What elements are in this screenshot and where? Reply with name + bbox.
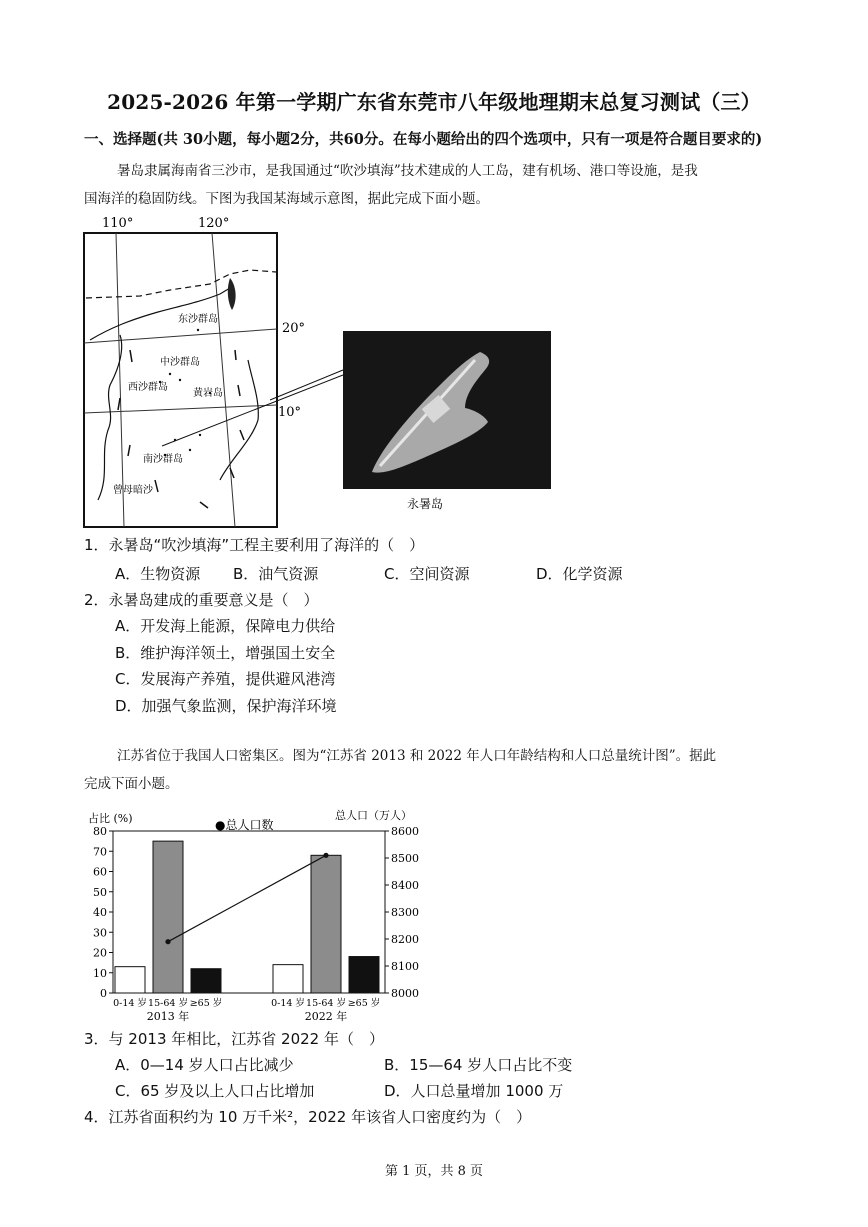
right-tick-label: 8400	[391, 879, 419, 892]
population-chart	[80, 805, 440, 1023]
map-lat-10: 10°	[278, 405, 302, 420]
population-line	[168, 855, 326, 941]
left-tick-label: 30	[93, 926, 107, 940]
map-lon-120: 120°	[198, 216, 230, 231]
chart-left-axis-label: 占比 (%)	[88, 812, 133, 825]
bar-0-0	[115, 967, 145, 993]
bar-0-1	[153, 841, 183, 993]
passage-2-line-1: 江苏省位于我国人口密集区。图为“江苏省 2013 和 2022 年人口年龄结构和人口总量统计图”。据此	[117, 748, 717, 764]
question-3-stem: 3．与 2013 年相比，江苏省 2022 年（ ）	[84, 1030, 384, 1048]
bar-0-2	[191, 969, 221, 993]
label-huangyan: 黄岩岛	[193, 388, 223, 399]
bar-1-1	[311, 855, 341, 993]
population-point	[165, 939, 170, 944]
page-footer: 第 1 页，共 8 页	[384, 1164, 484, 1179]
pointer-line-2	[270, 370, 343, 400]
question-2-option-a: A．开发海上能源，保障电力供给	[115, 617, 336, 635]
label-zengmu: 曾母暗沙	[113, 485, 153, 496]
population-point	[323, 853, 328, 858]
left-tick-label: 80	[93, 825, 107, 838]
left-tick-label: 50	[93, 885, 107, 899]
question-3-option-a: A．0—14 岁人口占比减少	[115, 1056, 294, 1074]
left-tick-label: 40	[93, 906, 107, 919]
left-tick-label: 60	[93, 865, 107, 879]
question-1-option-d: D．化学资源	[536, 565, 623, 583]
sea-area-map	[80, 210, 560, 530]
question-1-option-c: C．空间资源	[384, 565, 470, 583]
page-title: 2025-2026 年第一学期广东省东莞市八年级地理期末总复习测试（三）	[107, 90, 761, 114]
bar-1-0	[273, 965, 303, 993]
category-label: 0-14 岁	[271, 998, 305, 1009]
left-tick-label: 10	[93, 966, 107, 980]
photo-caption: 永暑岛	[406, 497, 444, 511]
question-3-option-c: C．65 岁及以上人口占比增加	[115, 1082, 315, 1100]
question-1-option-b: B．油气资源	[233, 565, 319, 583]
passage-2-line-2: 完成下面小题。	[84, 776, 179, 792]
passage-1-line-2: 国海洋的稳固防线。下图为我国某海域示意图，据此完成下面小题。	[84, 191, 489, 207]
question-2-option-b: B．维护海洋领土，增强国土安全	[115, 644, 336, 662]
question-2-stem: 2．永暑岛建成的重要意义是（ ）	[84, 591, 319, 609]
passage-1	[84, 157, 784, 213]
right-tick-label: 8300	[391, 906, 419, 919]
passage-1-line-1: 暑岛隶属海南省三沙市，是我国通过“吹沙填海”技术建成的人工岛，建有机场、港口等设施，是我	[117, 163, 698, 179]
category-label: ≥65 岁	[347, 998, 381, 1009]
label-dongsha: 东沙群岛	[178, 314, 218, 325]
question-1-option-a: A．生物资源	[115, 565, 201, 583]
right-tick-label: 8500	[391, 852, 419, 865]
question-2-option-d: D．加强气象监测，保护海洋环境	[115, 697, 337, 715]
question-3-option-b: B．15—64 岁人口占比不变	[384, 1056, 573, 1074]
bar-1-2	[349, 957, 379, 993]
category-label: 15-64 岁	[306, 998, 346, 1009]
group-label: 2022 年	[304, 1010, 348, 1023]
right-tick-label: 8600	[391, 825, 419, 838]
category-label: 0-14 岁	[113, 998, 147, 1009]
left-tick-label: 70	[93, 845, 107, 859]
right-tick-label: 8100	[391, 960, 419, 973]
right-tick-label: 8000	[391, 987, 419, 1000]
left-tick-label: 0	[100, 987, 107, 1000]
question-2-option-c: C．发展海产养殖，提供避风港湾	[115, 670, 336, 688]
right-tick-label: 8200	[391, 933, 419, 946]
question-3-option-d: D．人口总量增加 1000 万	[384, 1082, 564, 1100]
map-lon-110: 110°	[102, 216, 134, 231]
label-xisha: 西沙群岛	[128, 382, 168, 393]
left-tick-label: 20	[93, 946, 107, 960]
category-label: 15-64 岁	[148, 998, 188, 1009]
passage-2	[84, 742, 784, 798]
chart-right-axis-label: 总人口（万人）	[335, 809, 412, 822]
question-4-stem: 4．江苏省面积约为 10 万千米²，2022 年该省人口密度约为（ ）	[84, 1108, 532, 1126]
label-zhongsha: 中沙群岛	[160, 357, 200, 368]
map-lat-20: 20°	[282, 321, 306, 336]
label-nansha: 南沙群岛	[143, 454, 183, 465]
section-heading: 一、选择题(共 30小题，每小题2分，共60分。在每小题给出的四个选项中，只有一项是符合题目要求的)	[84, 131, 763, 148]
question-1-stem: 1．永暑岛“吹沙填海”工程主要利用了海洋的（ ）	[84, 536, 425, 554]
chart-legend: ●总人口数	[215, 818, 274, 832]
category-label: ≥65 岁	[189, 998, 223, 1009]
group-label: 2013 年	[146, 1010, 190, 1023]
